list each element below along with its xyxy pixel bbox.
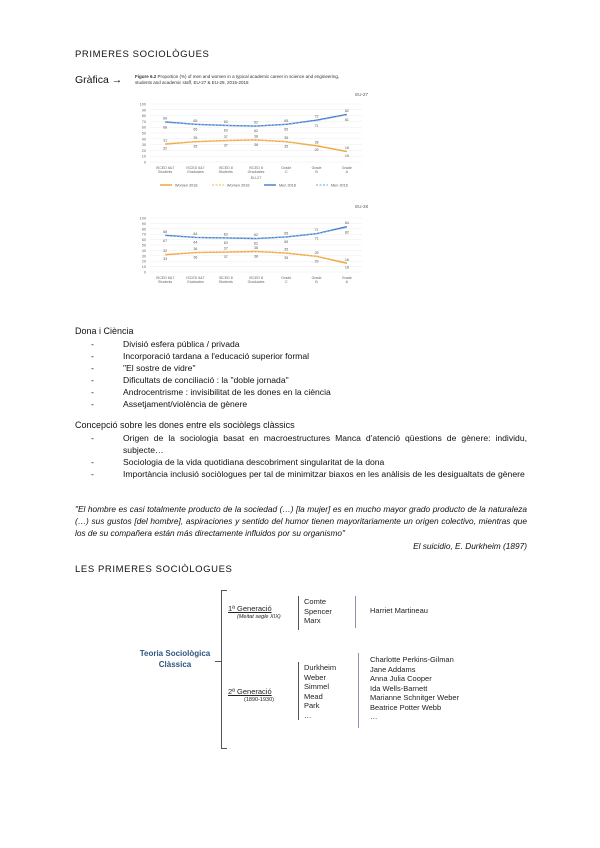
- x-tick-label: Grade: [311, 276, 322, 280]
- data-label: 65: [284, 127, 289, 132]
- legend-label: Women 2018: [175, 183, 198, 188]
- legend-label: Women 2016: [227, 183, 250, 188]
- gen1-label: 1ª Generació: [228, 604, 272, 613]
- data-label: 35: [284, 256, 289, 261]
- section-title-dona-ciencia: Dona i Ciència: [75, 326, 134, 336]
- name: Ida Wells-Barnett: [370, 683, 428, 693]
- list-item: - Androcentrisme : invisibilitat de les dones en la ciència: [91, 386, 511, 398]
- data-label: 36: [193, 247, 198, 252]
- x-tick-label: Students: [158, 170, 173, 174]
- name: …: [304, 710, 312, 720]
- y-tick-label: 50: [141, 243, 146, 248]
- data-label: 38: [254, 245, 258, 250]
- data-label: 38: [254, 142, 258, 147]
- x-tick-label: B: [315, 170, 318, 174]
- divider-gen2: [358, 653, 359, 728]
- name: Charlotte Perkins-Gilman: [370, 655, 454, 664]
- data-label: 72: [314, 114, 319, 119]
- y-tick-label: 100: [139, 102, 146, 107]
- x-tick-label: ISCED 6&7: [186, 166, 205, 170]
- data-label: 62: [254, 241, 258, 246]
- list-concepcio: [91, 432, 527, 480]
- name: Mead: [304, 691, 323, 701]
- data-label: 35: [284, 136, 289, 141]
- data-label: 63: [223, 232, 228, 237]
- data-label: 32: [163, 146, 168, 151]
- grafica-label: Gràfica →: [75, 74, 123, 86]
- y-tick-label: 10: [141, 265, 146, 270]
- y-tick-label: 50: [141, 131, 146, 136]
- x-tick-label: ISCED 6&7: [155, 166, 175, 170]
- data-label: 82: [344, 230, 349, 235]
- y-tick-label: 0: [143, 160, 146, 165]
- y-tick-label: 40: [141, 137, 146, 142]
- x-tick-label: Graduates: [187, 280, 204, 284]
- data-label: 28: [314, 140, 319, 145]
- y-tick-label: 60: [141, 125, 146, 130]
- heading-les-primeres-sociologues: LES PRIMERES SOCIÒLOGUES: [75, 564, 233, 575]
- x-axis-label: EU-27: [250, 176, 262, 180]
- data-label: 84: [344, 221, 349, 226]
- name: …: [370, 712, 378, 721]
- data-label: 69: [163, 116, 168, 121]
- y-tick-label: 10: [141, 154, 146, 159]
- data-label: 18: [344, 265, 349, 270]
- data-label: 65: [284, 118, 289, 123]
- x-tick-label: Grade: [281, 276, 292, 280]
- data-label: 38: [254, 254, 258, 259]
- x-tick-label: Grade: [281, 166, 292, 170]
- y-tick-label: 40: [141, 248, 146, 253]
- x-tick-label: Graduates: [247, 280, 265, 284]
- x-tick-label: C: [284, 170, 288, 174]
- list-item: - Assetjament/violència de gènere: [91, 398, 511, 410]
- chart-eu27: [130, 90, 375, 202]
- gen1-sub: (Meitat segle XIX): [237, 614, 281, 620]
- data-label: 64: [193, 240, 198, 245]
- y-tick-label: 20: [141, 259, 146, 264]
- data-label: 33: [163, 257, 168, 262]
- legend-label: Men 2018: [279, 183, 296, 188]
- data-label: 38: [254, 134, 258, 139]
- name: Jane Addams: [370, 664, 416, 674]
- data-label: 65: [284, 239, 289, 244]
- x-tick-label: B: [315, 280, 318, 284]
- y-tick-label: 20: [141, 148, 146, 153]
- name: Anna Julia Cooper: [370, 674, 432, 683]
- data-label: 35: [284, 144, 289, 149]
- data-label: 18: [344, 146, 349, 151]
- data-label: 62: [254, 120, 258, 125]
- quote-source: El suicidio, E. Durkheim (1897): [413, 541, 527, 551]
- data-label: 37: [223, 255, 228, 260]
- data-label: 35: [193, 144, 198, 149]
- bracket-root: [221, 590, 227, 749]
- list-item: - Divisió esfera pública / privada: [91, 338, 511, 350]
- data-label: 65: [193, 118, 198, 123]
- data-label: 65: [284, 231, 289, 236]
- bracket-gen2: [298, 662, 299, 720]
- data-label: 16: [344, 257, 349, 262]
- data-label: 65: [193, 127, 198, 132]
- data-label: 63: [223, 128, 228, 133]
- list-item: - Origen de la sociologia basat en macroestructures Manca d'atenció qüestions de gènere: individu, subjecte…: [91, 432, 527, 456]
- data-label: 68: [163, 125, 168, 130]
- list-item: - Dificultats de conciliació : la "doble jornada": [91, 374, 511, 386]
- y-tick-label: 90: [141, 108, 146, 113]
- name: Beatrice Potter Webb: [370, 702, 442, 712]
- gen2-sub: (1890-1930): [244, 697, 274, 703]
- x-tick-label: Students: [218, 170, 233, 174]
- x-tick-label: ISCED 8: [249, 166, 263, 170]
- y-tick-label: 90: [141, 221, 146, 226]
- x-tick-label: Graduates: [187, 170, 204, 174]
- name: Weber: [304, 672, 326, 682]
- x-tick-label: ISCED 8: [218, 166, 233, 170]
- y-tick-label: 70: [141, 232, 146, 237]
- x-tick-label: Students: [158, 280, 173, 284]
- y-tick-label: 60: [141, 238, 146, 243]
- bracket-gen1: [298, 596, 299, 630]
- data-label: 29: [314, 259, 319, 264]
- x-tick-label: ISCED 8: [249, 276, 263, 280]
- gen2-label: 2ª Generació: [228, 687, 272, 696]
- y-tick-label: 100: [139, 216, 146, 221]
- gen1-men: [304, 597, 332, 626]
- x-tick-label: ISCED 8: [218, 276, 233, 280]
- heading-primeres-sociologues: PRIMERES SOCIOLÒGUES: [75, 49, 210, 60]
- data-label: 32: [163, 249, 168, 254]
- data-label: 71: [314, 228, 319, 233]
- data-label: 68: [163, 229, 168, 234]
- chart-title: EU-28: [355, 204, 368, 209]
- list-item: - "El sostre de vidre": [91, 362, 511, 374]
- x-tick-label: Grade: [341, 276, 352, 280]
- data-label: 35: [284, 247, 289, 252]
- divider-gen1: [355, 596, 356, 628]
- x-tick-label: A: [345, 170, 349, 174]
- figure-caption: [135, 74, 350, 86]
- bracket-tick: [215, 661, 221, 662]
- data-label: 63: [223, 119, 228, 124]
- name: Marianne Schnitger Weber: [370, 693, 460, 702]
- data-label: 37: [223, 143, 228, 148]
- data-label: 62: [254, 233, 258, 238]
- figure-number: Figure 6.2: [135, 74, 157, 79]
- x-tick-label: Graduates: [247, 170, 265, 174]
- x-tick-label: C: [284, 280, 288, 284]
- list-dona-ciencia: [91, 338, 511, 410]
- data-label: 82: [344, 108, 349, 113]
- figure-caption-text: Proportion (%) of men and women in a typical academic career in science and engineering, students and academic staff, EU-27 & EU-28, 2015-2018: [135, 74, 340, 85]
- data-label: 31: [163, 138, 168, 143]
- gen2-men: [304, 663, 336, 720]
- gen1-women: Harriet Martineau: [370, 606, 428, 615]
- data-label: 19: [344, 153, 349, 158]
- section-title-concepcio: Concepció sobre les dones entre els sociòlegs clàssics: [75, 420, 295, 430]
- gen2-women: [370, 655, 459, 722]
- y-tick-label: 70: [141, 119, 146, 124]
- x-tick-label: Grade: [341, 166, 352, 170]
- y-tick-label: 80: [141, 114, 146, 119]
- name: Marx: [304, 616, 321, 625]
- y-tick-label: 30: [141, 143, 146, 148]
- name: Spencer: [304, 606, 332, 616]
- data-label: 37: [223, 135, 228, 140]
- legend-label: Men 2016: [331, 183, 348, 188]
- data-label: 35: [193, 136, 198, 141]
- name: Durkheim: [304, 663, 337, 672]
- chart-title: EU-27: [355, 92, 368, 97]
- data-label: 36: [193, 255, 198, 260]
- list-item: - Importància inclusió sociòlogues per tal de minimitzar biaxos en les anàlisis de les desigualtats de gènere: [91, 468, 527, 480]
- data-label: 37: [223, 246, 228, 251]
- name: Park: [304, 701, 320, 710]
- y-tick-label: 0: [143, 270, 146, 275]
- durkheim-quote: "El hombre es casi totalmente producto de la sociedad (…) [la mujer] es en mucho mayor grado producto de la naturaleza (…) sus gustos [del hombre], aspiraciones y sentido del humor tienen mayoritariamente un origen colectivo, mientras que los de su compañera están más directamente influidos por su organismo": [75, 504, 527, 538]
- data-label: 62: [254, 129, 258, 134]
- data-label: 71: [314, 236, 319, 241]
- x-tick-label: Grade: [311, 166, 322, 170]
- data-label: 81: [344, 118, 349, 123]
- x-tick-label: A: [345, 280, 349, 284]
- name: Simmel: [304, 682, 330, 691]
- x-tick-label: ISCED 6&7: [186, 276, 205, 280]
- data-label: 71: [314, 123, 319, 128]
- y-tick-label: 30: [141, 254, 146, 259]
- y-tick-label: 80: [141, 227, 146, 232]
- list-item: - Incorporació tardana a l'educació superior formal: [91, 350, 511, 362]
- diagram-root: Teoria Sociològica Clàssica: [139, 649, 211, 669]
- data-label: 29: [314, 250, 319, 255]
- x-tick-label: ISCED 6&7: [155, 276, 175, 280]
- name: Comte: [304, 597, 327, 606]
- data-label: 29: [314, 148, 319, 153]
- chart-eu28: [130, 202, 375, 304]
- data-label: 64: [193, 231, 198, 236]
- list-item: - Sociologia de la vida quotidiana descobriment singularitat de la dona: [91, 456, 527, 468]
- data-label: 63: [223, 240, 228, 245]
- data-label: 67: [163, 238, 168, 243]
- x-tick-label: Students: [218, 280, 233, 284]
